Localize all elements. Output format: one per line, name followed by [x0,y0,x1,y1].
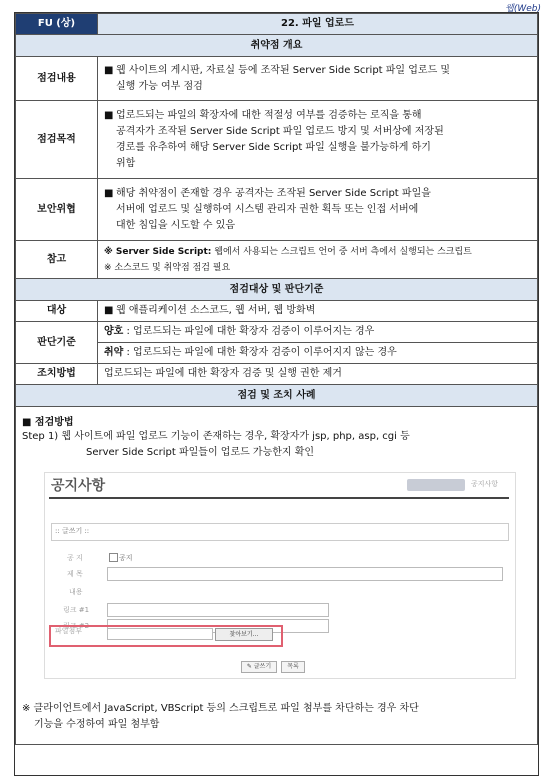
label-action: 조치방법 [16,364,98,385]
bullet-icon: ■ [104,305,114,316]
action-text: 업로드되는 파일에 대한 확장자 검증 및 실행 권한 제거 [98,364,538,385]
upload-form-screenshot [44,472,516,679]
example-area [15,407,538,745]
label-target: 대상 [16,301,98,322]
reference-text: ※ Server Side Script: 웹에서 사용되는 스크립트 언어 중 서버 측에서 실행되는 스크립트 ※ 소스코드 및 취약점 점검 필요 [98,241,538,279]
section-example: 점검 및 조치 사례 [16,385,538,407]
bullet-icon: ■ [104,187,114,199]
blurred-region [407,479,465,491]
label-purpose: 점검목적 [16,101,98,179]
row-title-label: 제 목 [67,570,83,578]
label-criteria: 판단기준 [16,322,98,364]
screenshot-breadcrumb: 공지사항 [471,480,499,488]
page-category-note: 웹(Web) [505,4,541,14]
step-1-text: Step 1) 웹 사이트에 파일 업로드 기능이 존재하는 경우, 확장자가 jsp, php, asp, cgi 등 Server Side Script 파일들이 업로드 가능한지 확인 [22,431,410,458]
label-reference: 참고 [16,241,98,279]
label-threat: 보안위협 [16,179,98,241]
checklist-table [15,13,538,407]
bullet-icon: ■ [104,109,114,121]
criteria-good: 양호 : 업로드되는 파일에 대한 확장자 검증이 이루어지는 경우 [98,322,538,343]
section-target: 점검대상 및 판단기준 [16,279,538,301]
section-overview: 취약점 개요 [16,35,538,57]
title-input[interactable] [107,567,503,581]
link1-input[interactable] [107,603,329,617]
form-header-box [51,523,509,541]
browse-button[interactable]: 찾아보기... [215,628,273,641]
write-button[interactable]: ✎ 글쓰기 [241,661,277,673]
row-content-label: 내용 [69,588,83,596]
document-frame [14,12,539,776]
label-content: 점검내용 [16,57,98,101]
client-block-note: ※ 클라이언트에서 JavaScript, VBScript 등의 스크립트로 파일 첨부를 차단하는 경우 차단 기능을 수정하여 파일 첨부함 [22,703,419,730]
row-file-label: 파일첨부 [55,627,83,635]
purpose-text: ■ 업로드되는 파일의 확장자에 대한 적절성 여부를 검증하는 로직을 통해 공격자가 조작된 Server Side Script 파일 업로드 방지 및 서버상에 저장된 경로를 유추하여 해당 Server Side Script 파일 실행을 불가능하게 하기 위함 [98,101,538,179]
row-notice-label: 공 지 [67,554,83,562]
bullet-icon: ■ [104,64,114,76]
item-code: FU (상) [16,14,98,35]
item-title: 22. 파일 업로드 [98,14,538,35]
target-text: ■ 웹 애플리케이션 소스코드, 웹 서버, 웹 방화벽 [98,301,538,322]
criteria-bad: 취약 : 업로드되는 파일에 대한 확장자 검증이 이루어지지 않는 경우 [98,343,538,364]
method-title: ■ 점검방법 [22,417,74,428]
notice-checkbox-label: 공지 [119,554,133,562]
screenshot-title: 공지사항 [51,478,106,494]
row-link2-label: 링크 #2 [63,622,90,630]
title-divider [49,497,509,499]
row-link1-label: 링크 #1 [63,606,90,614]
notice-checkbox[interactable] [109,553,118,562]
file-path-input[interactable] [107,628,213,640]
list-button[interactable]: 목록 [281,661,305,673]
content-text: ■ 웹 사이트의 게시판, 자료실 등에 조작된 Server Side Script 파일 업로드 및 실행 가능 여부 점검 [98,57,538,101]
form-header: :: 글쓰기 :: [55,527,90,535]
threat-text: ■ 해당 취약점이 존재할 경우 공격자는 조작된 Server Side Script 파일을 서버에 업로드 및 실행하여 시스템 관리자 권한 획득 또는 인접 서버에 대한 침입을 시도할 수 있음 [98,179,538,241]
